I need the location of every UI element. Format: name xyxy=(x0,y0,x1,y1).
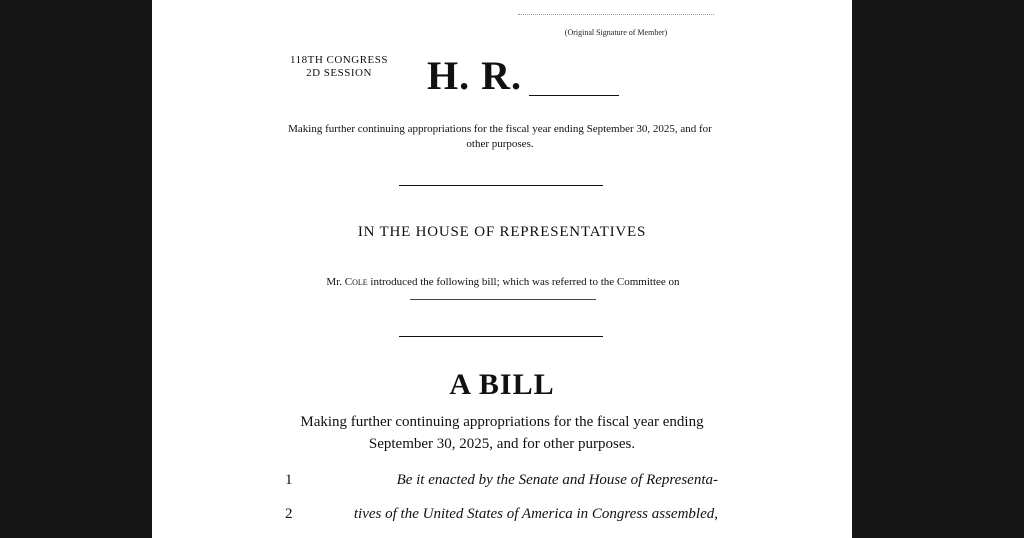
session-label: 2D SESSION xyxy=(306,67,372,79)
long-title: Making further continuing appropriations for the fiscal year ending September 30, 2025, and for other purposes. xyxy=(300,414,704,452)
sponsor-name: Cole xyxy=(344,276,368,288)
sponsor-prefix: Mr. xyxy=(326,276,343,288)
short-title: Making further continuing appropriations for the fiscal year ending September 30, 2025, and for other purposes. xyxy=(288,123,712,150)
chamber-heading: IN THE HOUSE OF REPRESENTATIVES xyxy=(357,224,647,240)
committee-blank xyxy=(410,290,596,300)
introduction-body: introduced the following bill; which was referred to the Committee on xyxy=(370,276,680,288)
divider-rule xyxy=(399,185,603,186)
left-background xyxy=(0,0,152,538)
bill-page xyxy=(152,0,852,538)
enacting-clause-line: Be it enacted by the Senate and House of Representa- xyxy=(396,472,718,488)
bill-heading: A BILL xyxy=(449,368,555,401)
bill-number-blank xyxy=(529,95,619,96)
enacting-clause-line: tives of the United States of America in Congress assembled, xyxy=(353,506,718,522)
line-number: 2 xyxy=(285,506,293,522)
bill-designation: H. R. xyxy=(427,53,522,98)
right-background xyxy=(852,0,1024,538)
line-number: 1 xyxy=(285,472,293,488)
signature-label: (Original Signature of Member) xyxy=(564,28,668,37)
congress-session-block xyxy=(264,54,414,80)
congress-label: 118TH CONGRESS xyxy=(290,54,388,66)
divider-rule xyxy=(399,336,603,337)
introduction-text xyxy=(278,275,728,305)
signature-line xyxy=(518,14,714,15)
